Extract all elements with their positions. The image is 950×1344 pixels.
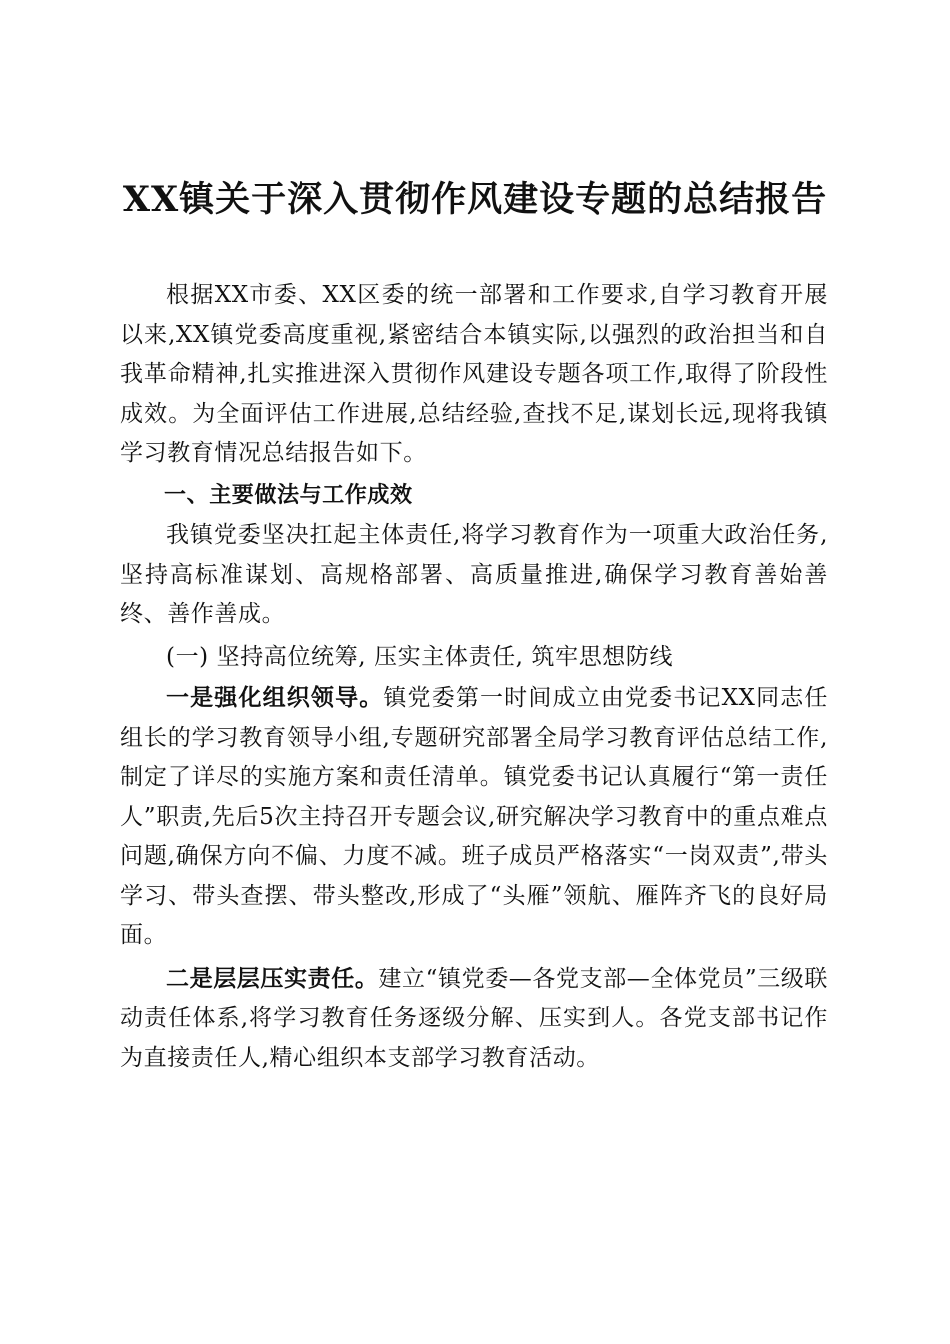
- document-body: [120, 276, 828, 1078]
- point-lead-1: 一是强化组织领导。: [166, 685, 384, 711]
- intro-paragraph: 根据XX市委、XX区委的统一部署和工作要求,自学习教育开展以来,XX镇党委高度重视,紧密结合本镇实际,以强烈的政治担当和自我革命精神,扎实推进深入贯彻作风建设专题各项工作,取得了阶段性成效。为全面评估工作进展,总结经验,查找不足,谋划长远,现将我镇学习教育情况总结报告如下。: [120, 282, 828, 466]
- subsection-heading: (一) 坚持高位统筹, 压实主体责任, 筑牢思想防线: [166, 643, 674, 670]
- point-text-1: 镇党委第一时间成立由党委书记XX同志任组长的学习教育领导小组,专题研究部署全局学习教育评估总结工作,制定了详尽的实施方案和责任清单。镇党委书记认真履行“第一责任人”职责,先后5次主持召开专题会议,研究解决学习教育中的重点难点问题,确保方向不偏、力度不减。班子成员严格落实“一岗双责”,带头学习、带头查摆、带头整改,形成了“头雁”领航、雁阵齐飞的良好局面。: [120, 685, 828, 948]
- document-title: XX镇关于深入贯彻作风建设专题的总结报告: [122, 179, 828, 220]
- point-text-2: 建立“镇党委—各党支部—全体党员”三级联动责任体系,将学习教育任务逐级分解、压实到人。各党支部书记作为直接责任人,精心组织本支部学习教育活动。: [120, 965, 828, 1071]
- section-heading: 一、主要做法与工作成效: [164, 482, 413, 508]
- point-paragraph-1: [120, 679, 828, 956]
- point-lead-2: 二是层层压实责任。: [166, 965, 379, 992]
- section-paragraph: 我镇党委坚决扛起主体责任,将学习教育作为一项重大政治任务,坚持高标准谋划、高规格部署、高质量推进,确保学习教育善始善终、善作善成。: [120, 522, 828, 627]
- point-paragraph-2: [120, 960, 828, 1079]
